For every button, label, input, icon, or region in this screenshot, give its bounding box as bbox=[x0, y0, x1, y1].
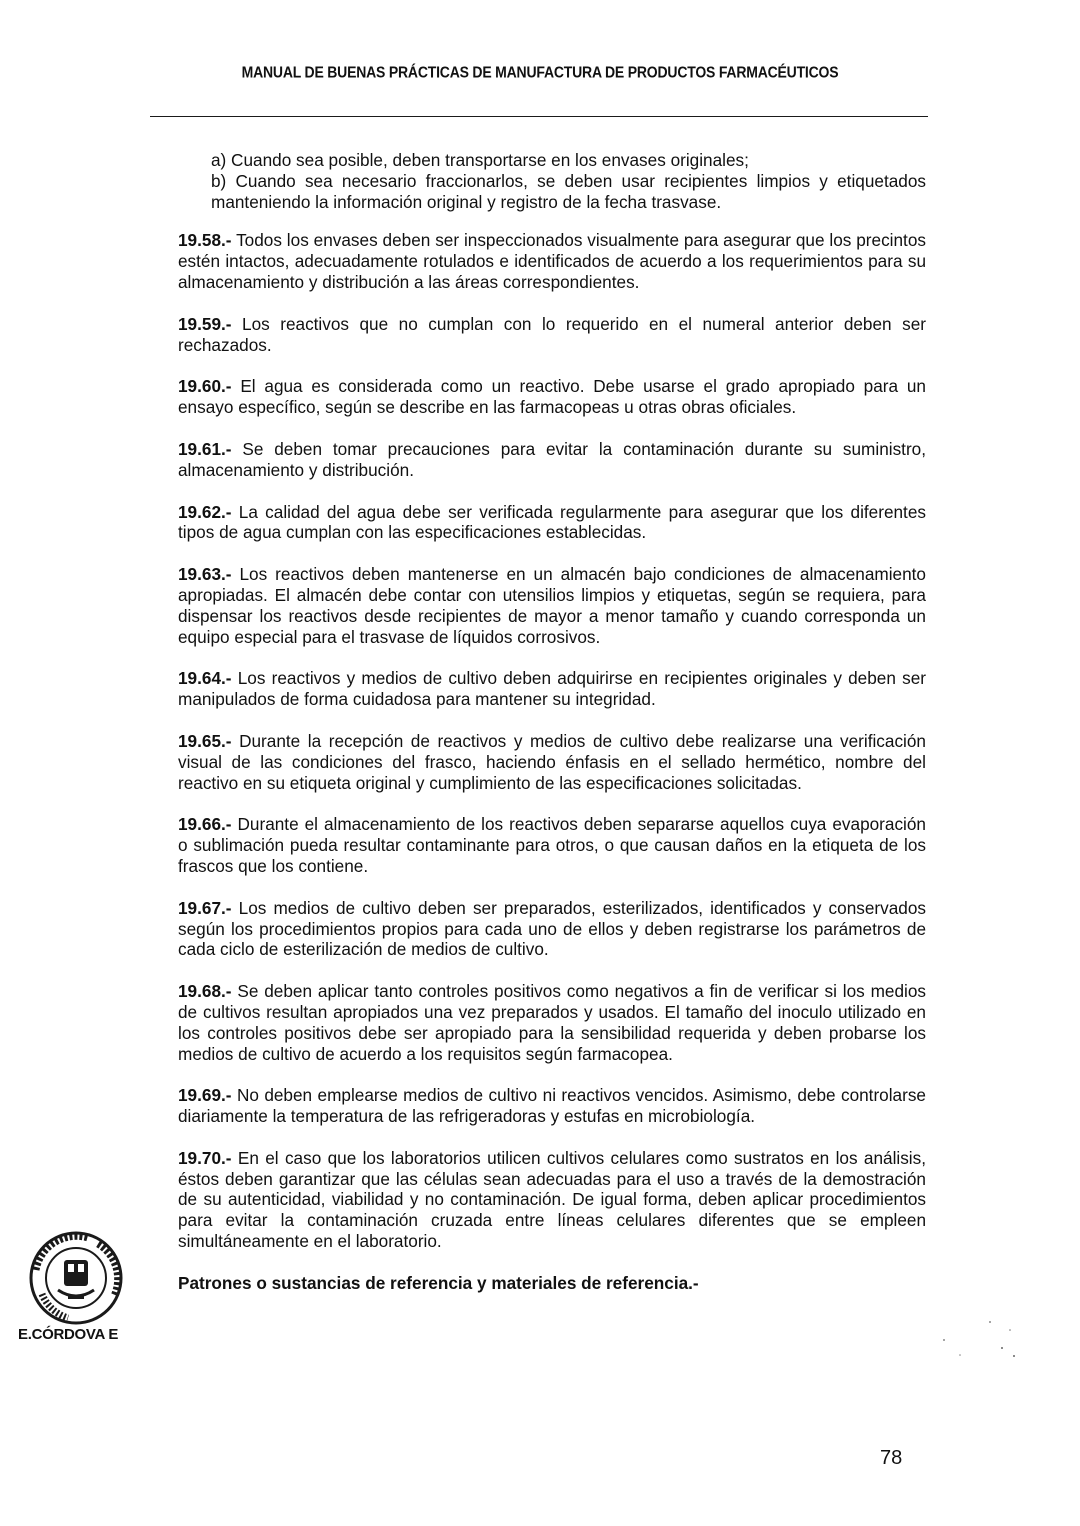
page-number: 78 bbox=[880, 1447, 903, 1469]
section-number: 19.61.- bbox=[178, 438, 232, 459]
sections-list bbox=[178, 230, 926, 1251]
section-subtitle: Patrones o sustancias de referencia y materiales de referencia.- bbox=[178, 1272, 699, 1293]
section-number: 19.65.- bbox=[178, 730, 232, 751]
section-text: Todos los envases deben ser inspeccionados visualmente para asegurar que los precintos estén intactos, adecuadamente rotulados e identificados de acuerdo a los requerimientos para su almacenamiento y distribución a las áreas correspondientes. bbox=[178, 230, 926, 292]
page-header-title: MANUAL DE BUENAS PRÁCTICAS DE MANUFACTURA DE PRODUCTOS FARMACÉUTICOS bbox=[241, 63, 839, 81]
section-paragraph bbox=[178, 814, 926, 876]
section-paragraph bbox=[178, 564, 926, 647]
section-number: 19.67.- bbox=[178, 897, 232, 918]
section-number: 19.59.- bbox=[178, 313, 232, 334]
section-number: 19.63.- bbox=[178, 564, 232, 585]
section-text: Los reactivos deben mantenerse en un almacén bajo condiciones de almacenamiento apropiadas. El almacén debe contar con utensilios limpios y etiquetas, según se requiera, para dispensar los reactivos desde recipientes de mayor a menor tamaño y cuando corresponda un equipo especial para el trasvase de líquidos corrosivos. bbox=[178, 564, 926, 647]
section-text: Se deben tomar precauciones para evitar la contaminación durante su suministro, almacenamiento y distribución. bbox=[178, 438, 926, 480]
section-number: 19.64.- bbox=[178, 668, 232, 689]
document-body bbox=[178, 150, 926, 1294]
section-number: 19.60.- bbox=[178, 376, 232, 397]
section-text: Los medios de cultivo deben ser preparados, esterilizados, identificados y conservados según los procedimientos propios para cada uno de ellos y deben registrarse los parámetros de cada ciclo de esterilización de medios de cultivo. bbox=[178, 897, 926, 960]
section-paragraph bbox=[178, 898, 926, 960]
official-seal-stamp bbox=[28, 1230, 124, 1326]
section-number: 19.68.- bbox=[178, 981, 232, 1002]
section-paragraph bbox=[178, 376, 926, 418]
scan-specks bbox=[930, 1300, 1030, 1370]
intro-list bbox=[178, 150, 926, 212]
section-paragraph bbox=[178, 230, 926, 292]
section-paragraph bbox=[178, 1148, 926, 1252]
section-paragraph bbox=[178, 981, 926, 1064]
section-number: 19.70.- bbox=[178, 1147, 232, 1168]
intro-item: a) Cuando sea posible, deben transportarse en los envases originales; bbox=[211, 150, 749, 170]
section-number: 19.66.- bbox=[178, 814, 232, 835]
intro-item: b) Cuando sea necesario fraccionarlos, se deben usar recipientes limpios y etiquetados manteniendo la información original y registro de la fecha trasvase. bbox=[211, 170, 926, 212]
section-paragraph bbox=[178, 731, 926, 793]
section-number: 19.62.- bbox=[178, 501, 232, 522]
section-paragraph bbox=[178, 668, 926, 710]
section-text: En el caso que los laboratorios utilicen cultivos celulares como sustratos en los análisis, éstos deben garantizar que las células sean adecuadas para el uso a través de la demostración de su autenticidad, viabilidad y no contaminación. De igual forma, deben aplicar procedimientos para evitar la contaminación cruzada entre líneas celulares diferentes que se empleen simultáneamente en el laboratorio. bbox=[178, 1147, 926, 1252]
header-divider bbox=[150, 116, 928, 117]
signature-name: E.CÓRDOVA E bbox=[18, 1326, 119, 1343]
section-text: Los reactivos que no cumplan con lo requerido en el numeral anterior deben ser rechazados. bbox=[178, 313, 926, 355]
section-paragraph bbox=[178, 314, 926, 356]
section-number: 19.69.- bbox=[178, 1085, 232, 1106]
section-text: Durante el almacenamiento de los reactivos deben separarse aquellos cuya evaporación o sublimación pueda resultar contaminante para otros, o que causan daños en la etiqueta de los frascos que los contiene. bbox=[178, 814, 926, 876]
section-text: Durante la recepción de reactivos y medios de cultivo debe realizarse una verificación visual de las condiciones del frasco, haciendo énfasis en el sellado hermético, nombre del reactivo en su etiqueta original y cumplimiento de las especificaciones solicitadas. bbox=[178, 730, 926, 793]
section-text: Los reactivos y medios de cultivo deben adquirirse en recipientes originales y deben ser manipulados de forma cuidadosa para mantener su integridad. bbox=[178, 668, 926, 710]
section-paragraph bbox=[178, 502, 926, 544]
section-text: El agua es considerada como un reactivo. Debe usarse el grado apropiado para un ensayo específico, según se describe en las farmacopeas u otras obras oficiales. bbox=[178, 376, 926, 418]
section-text: Se deben aplicar tanto controles positivos como negativos a fin de verificar si los medios de cultivos resultan apropiados una vez preparados y usados. El tamaño del inoculo utilizado en los controles positivos debe ser apropiado para la sensibilidad requerida y deben probarse los medios de cultivo de acuerdo a los requisitos según farmacopea. bbox=[178, 981, 926, 1064]
section-text: La calidad del agua debe ser verificada regularmente para asegurar que los diferentes tipos de agua cumplan con las especificaciones establecidas. bbox=[178, 501, 926, 543]
section-paragraph bbox=[178, 1085, 926, 1127]
section-paragraph bbox=[178, 439, 926, 481]
section-number: 19.58.- bbox=[178, 230, 232, 251]
section-text: No deben emplearse medios de cultivo ni reactivos vencidos. Asimismo, debe controlarse diariamente la temperatura de las refrigeradoras y estufas en microbiología. bbox=[178, 1085, 926, 1127]
